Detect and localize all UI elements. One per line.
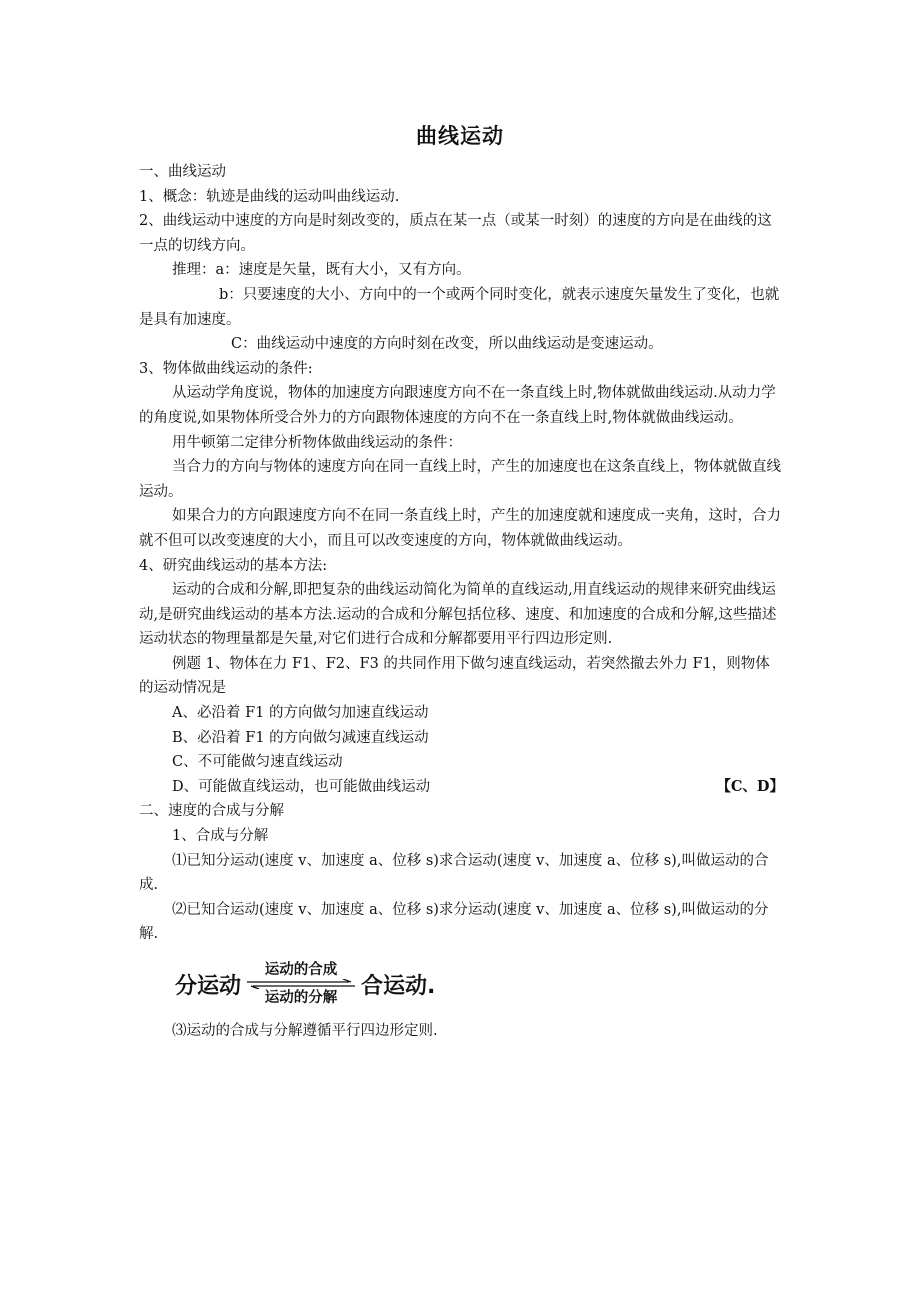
paragraph-decomposition: ⑵已知合运动(速度 v、加速度 a、位移 s)求分运动(速度 v、加速度 a、位移 s),叫做运动的分解. (139, 901, 769, 943)
document-body (139, 160, 784, 1044)
formula-bottom-label: 运动的分解 (264, 990, 338, 1006)
paragraph-method-heading: 4、研究曲线运动的基本方法: (139, 557, 328, 574)
paragraph-conditions-heading: 3、物体做曲线运动的条件: (139, 360, 313, 377)
page-title: 曲线运动 (416, 124, 504, 148)
option-b: B、必沿着 F1 的方向做匀减速直线运动 (172, 729, 429, 746)
paragraph-inference-b: b：只要速度的大小、方向中的一个或两个同时变化，就表示速度矢量发生了变化，也就是具有加速度。 (139, 286, 780, 328)
section-heading-2: 二、速度的合成与分解 (139, 803, 284, 820)
subheading-composition: 1、合成与分解 (172, 828, 269, 845)
option-a: A、必沿着 F1 的方向做匀加速直线运动 (172, 705, 429, 722)
composition-formula (175, 953, 784, 1015)
double-arrow-icon (245, 979, 357, 989)
paragraph-velocity-direction: 2、曲线运动中速度的方向是时刻改变的，质点在某一点（或某一时刻）的速度的方向是在曲线的这一点的切线方向。 (139, 213, 772, 254)
example-question: 例题 1、物体在力 F1、F2、F3 的共同作用下做匀速直线运动，若突然撤去外力 F1，则物体的运动情况是 (139, 655, 770, 697)
formula-right: 合运动. (361, 973, 436, 999)
section-heading-1: 一、曲线运动 (139, 164, 226, 180)
option-d: D、可能做直线运动，也可能做曲线运动 (172, 778, 431, 795)
paragraph-parallelogram: ⑶运动的合成与分解遵循平行四边形定则. (172, 1023, 438, 1039)
paragraph-inference-a: 推理：a：速度是矢量，既有大小，又有方向。 (172, 262, 471, 279)
answer-label: 【C、D】 (716, 777, 784, 795)
option-d-row (139, 775, 784, 800)
option-c: C、不可能做匀速直线运动 (172, 754, 343, 771)
paragraph-newton: 用牛顿第二定律分析物体做曲线运动的条件： (172, 434, 462, 451)
paragraph-straight-line: 当合力的方向与物体的速度方向在同一直线上时，产生的加速度也在这条直线上，物体就做直线运动。 (139, 459, 781, 500)
formula-left: 分运动 (175, 973, 242, 999)
paragraph-composition: ⑴已知分运动(速度 v、加速度 a、位移 s)求合运动(速度 v、加速度 a、位移 s),叫做运动的合成. (139, 852, 769, 894)
formula-top-label: 运动的合成 (264, 962, 338, 978)
paragraph-curved: 如果合力的方向跟速度方向不在同一条直线上时，产生的加速度就和速度成一夹角，这时，合力就不但可以改变速度的大小，而且可以改变速度的方向，物体就做曲线运动。 (139, 508, 781, 549)
formula-middle (245, 961, 357, 1007)
paragraph-method: 运动的合成和分解,即把复杂的曲线运动简化为简单的直线运动,用直线运动的规律来研究曲线运动,是研究曲线运动的基本方法.运动的合成和分解包括位移、速度、和加速度的合成和分解,这些描述运动状态的物理量都是矢量,对它们进行合成和分解都要用平行四边形定则. (139, 582, 777, 648)
paragraph-concept: 1、概念：轨迹是曲线的运动叫曲线运动. (139, 188, 400, 205)
paragraph-conditions: 从运动学角度说，物体的加速度方向跟速度方向不在一条直线上时,物体就做曲线运动.从动力学的角度说,如果物体所受合外力的方向跟物体速度的方向不在一条直线上时,物体就做曲线运动。 (139, 385, 776, 426)
paragraph-inference-c: C：曲线运动中速度的方向时刻在改变，所以曲线运动是变速运动。 (231, 336, 663, 353)
